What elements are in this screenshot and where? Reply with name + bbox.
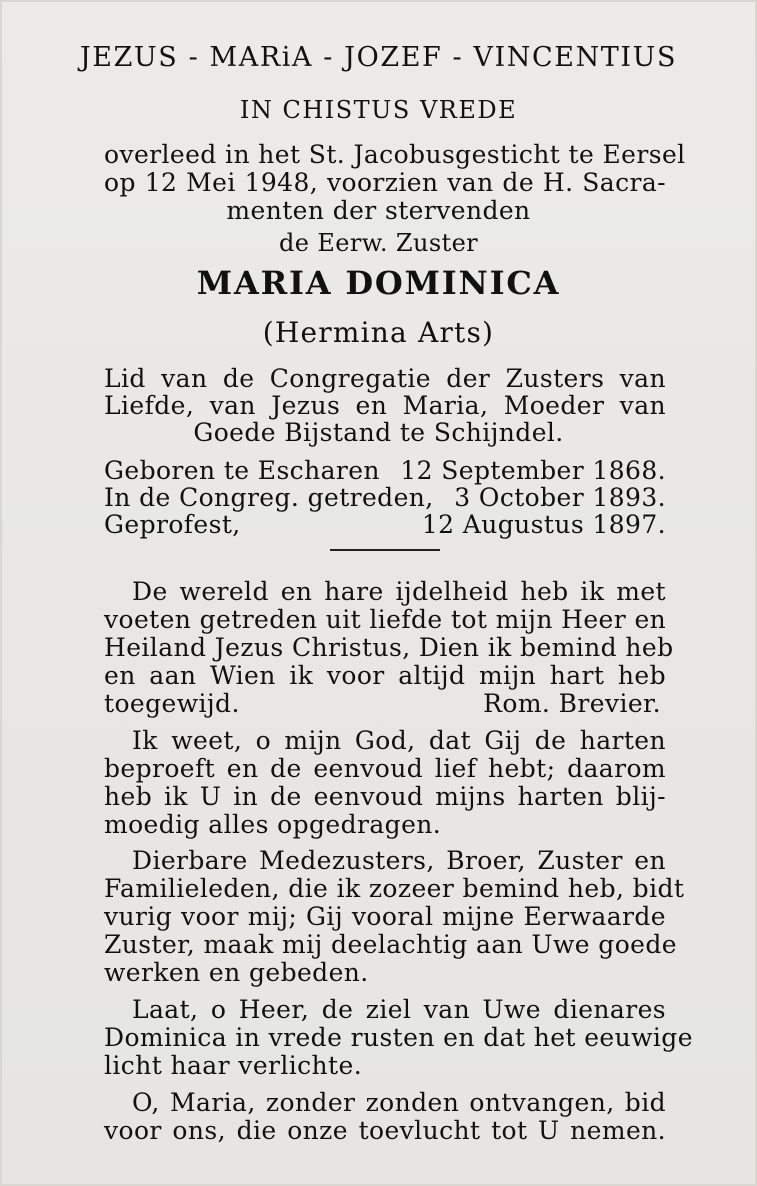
paragraph-line: toegewijd. bbox=[104, 689, 240, 718]
paragraph-line: heb ik U in de eenvoud mijns harten blij- bbox=[104, 782, 666, 811]
paragraph-line: beproeft en de eenvoud lief hebt; daarom bbox=[104, 754, 666, 783]
paragraph-line: moedig alles opgedragen. bbox=[104, 810, 442, 839]
intro-line: op 12 Mei 1948, voorzien van de H. Sacra- bbox=[104, 168, 666, 197]
congregation-line: Liefde, van Jezus en Maria, Moeder van bbox=[104, 391, 666, 420]
date-label: Geboren te Escharen bbox=[104, 456, 380, 485]
date-label: Geprofest, bbox=[104, 510, 241, 539]
paragraph-line: Heiland Jezus Christus, Dien ik bemind heb bbox=[104, 633, 674, 662]
congregation-line: Lid van de Congregatie der Zusters van bbox=[104, 364, 666, 393]
intro-line: overleed in het St. Jacobusgesticht te Eersel bbox=[104, 140, 686, 169]
paragraph-line: en aan Wien ik voor altijd mijn hart heb bbox=[104, 661, 666, 690]
card-header: JEZUS - MARiA - JOZEF - VINCENTIUS bbox=[79, 42, 678, 73]
quote-source: Rom. Brevier. bbox=[483, 689, 661, 718]
paragraph-line: Dominica in vrede rusten en dat het eeuwige bbox=[104, 1023, 693, 1052]
paragraph-line: Zuster, maak mij deelachtig aan Uwe goede bbox=[104, 930, 677, 959]
date-label: In de Congreg. getreden, bbox=[104, 483, 434, 512]
paragraph-line: O, Maria, zonder zonden ontvangen, bid bbox=[132, 1088, 666, 1117]
paragraph-line: voor ons, die onze toevlucht tot U nemen. bbox=[104, 1116, 666, 1145]
paragraph-line: Ik weet, o mijn God, dat Gij de harten bbox=[132, 726, 666, 755]
intro-line: de Eerw. Zuster bbox=[278, 229, 479, 257]
paragraph-line: werken en gebeden. bbox=[104, 958, 369, 987]
deceased-civil-name: (Hermina Arts) bbox=[262, 316, 495, 349]
paragraph-line: licht haar verlichte. bbox=[104, 1051, 363, 1080]
paragraph-line: voeten getreden uit liefde tot mijn Heer en bbox=[104, 605, 667, 634]
card-subheader: IN CHISTUS VREDE bbox=[239, 96, 518, 124]
divider bbox=[330, 549, 440, 551]
deceased-name: MARIA DOMINICA bbox=[196, 264, 561, 302]
paragraph-line: Familieleden, die ik zozeer bemind heb, bidt bbox=[104, 874, 685, 903]
date-value: 3 October 1893. bbox=[454, 483, 666, 512]
intro-line: menten der stervenden bbox=[226, 196, 531, 225]
paragraph-line: Laat, o Heer, de ziel van Uwe dienares bbox=[132, 995, 666, 1024]
paragraph-line: vurig voor mij; Gij vooral mijne Eerwaarde bbox=[104, 902, 666, 931]
congregation-line: Goede Bijstand te Schijndel. bbox=[193, 418, 564, 447]
date-value: 12 September 1868. bbox=[400, 456, 666, 485]
paragraph-line: Dierbare Medezusters, Broer, Zuster en bbox=[132, 846, 666, 875]
paragraph-line: De wereld en hare ijdelheid heb ik met bbox=[132, 577, 666, 606]
date-value: 12 Augustus 1897. bbox=[421, 510, 666, 539]
